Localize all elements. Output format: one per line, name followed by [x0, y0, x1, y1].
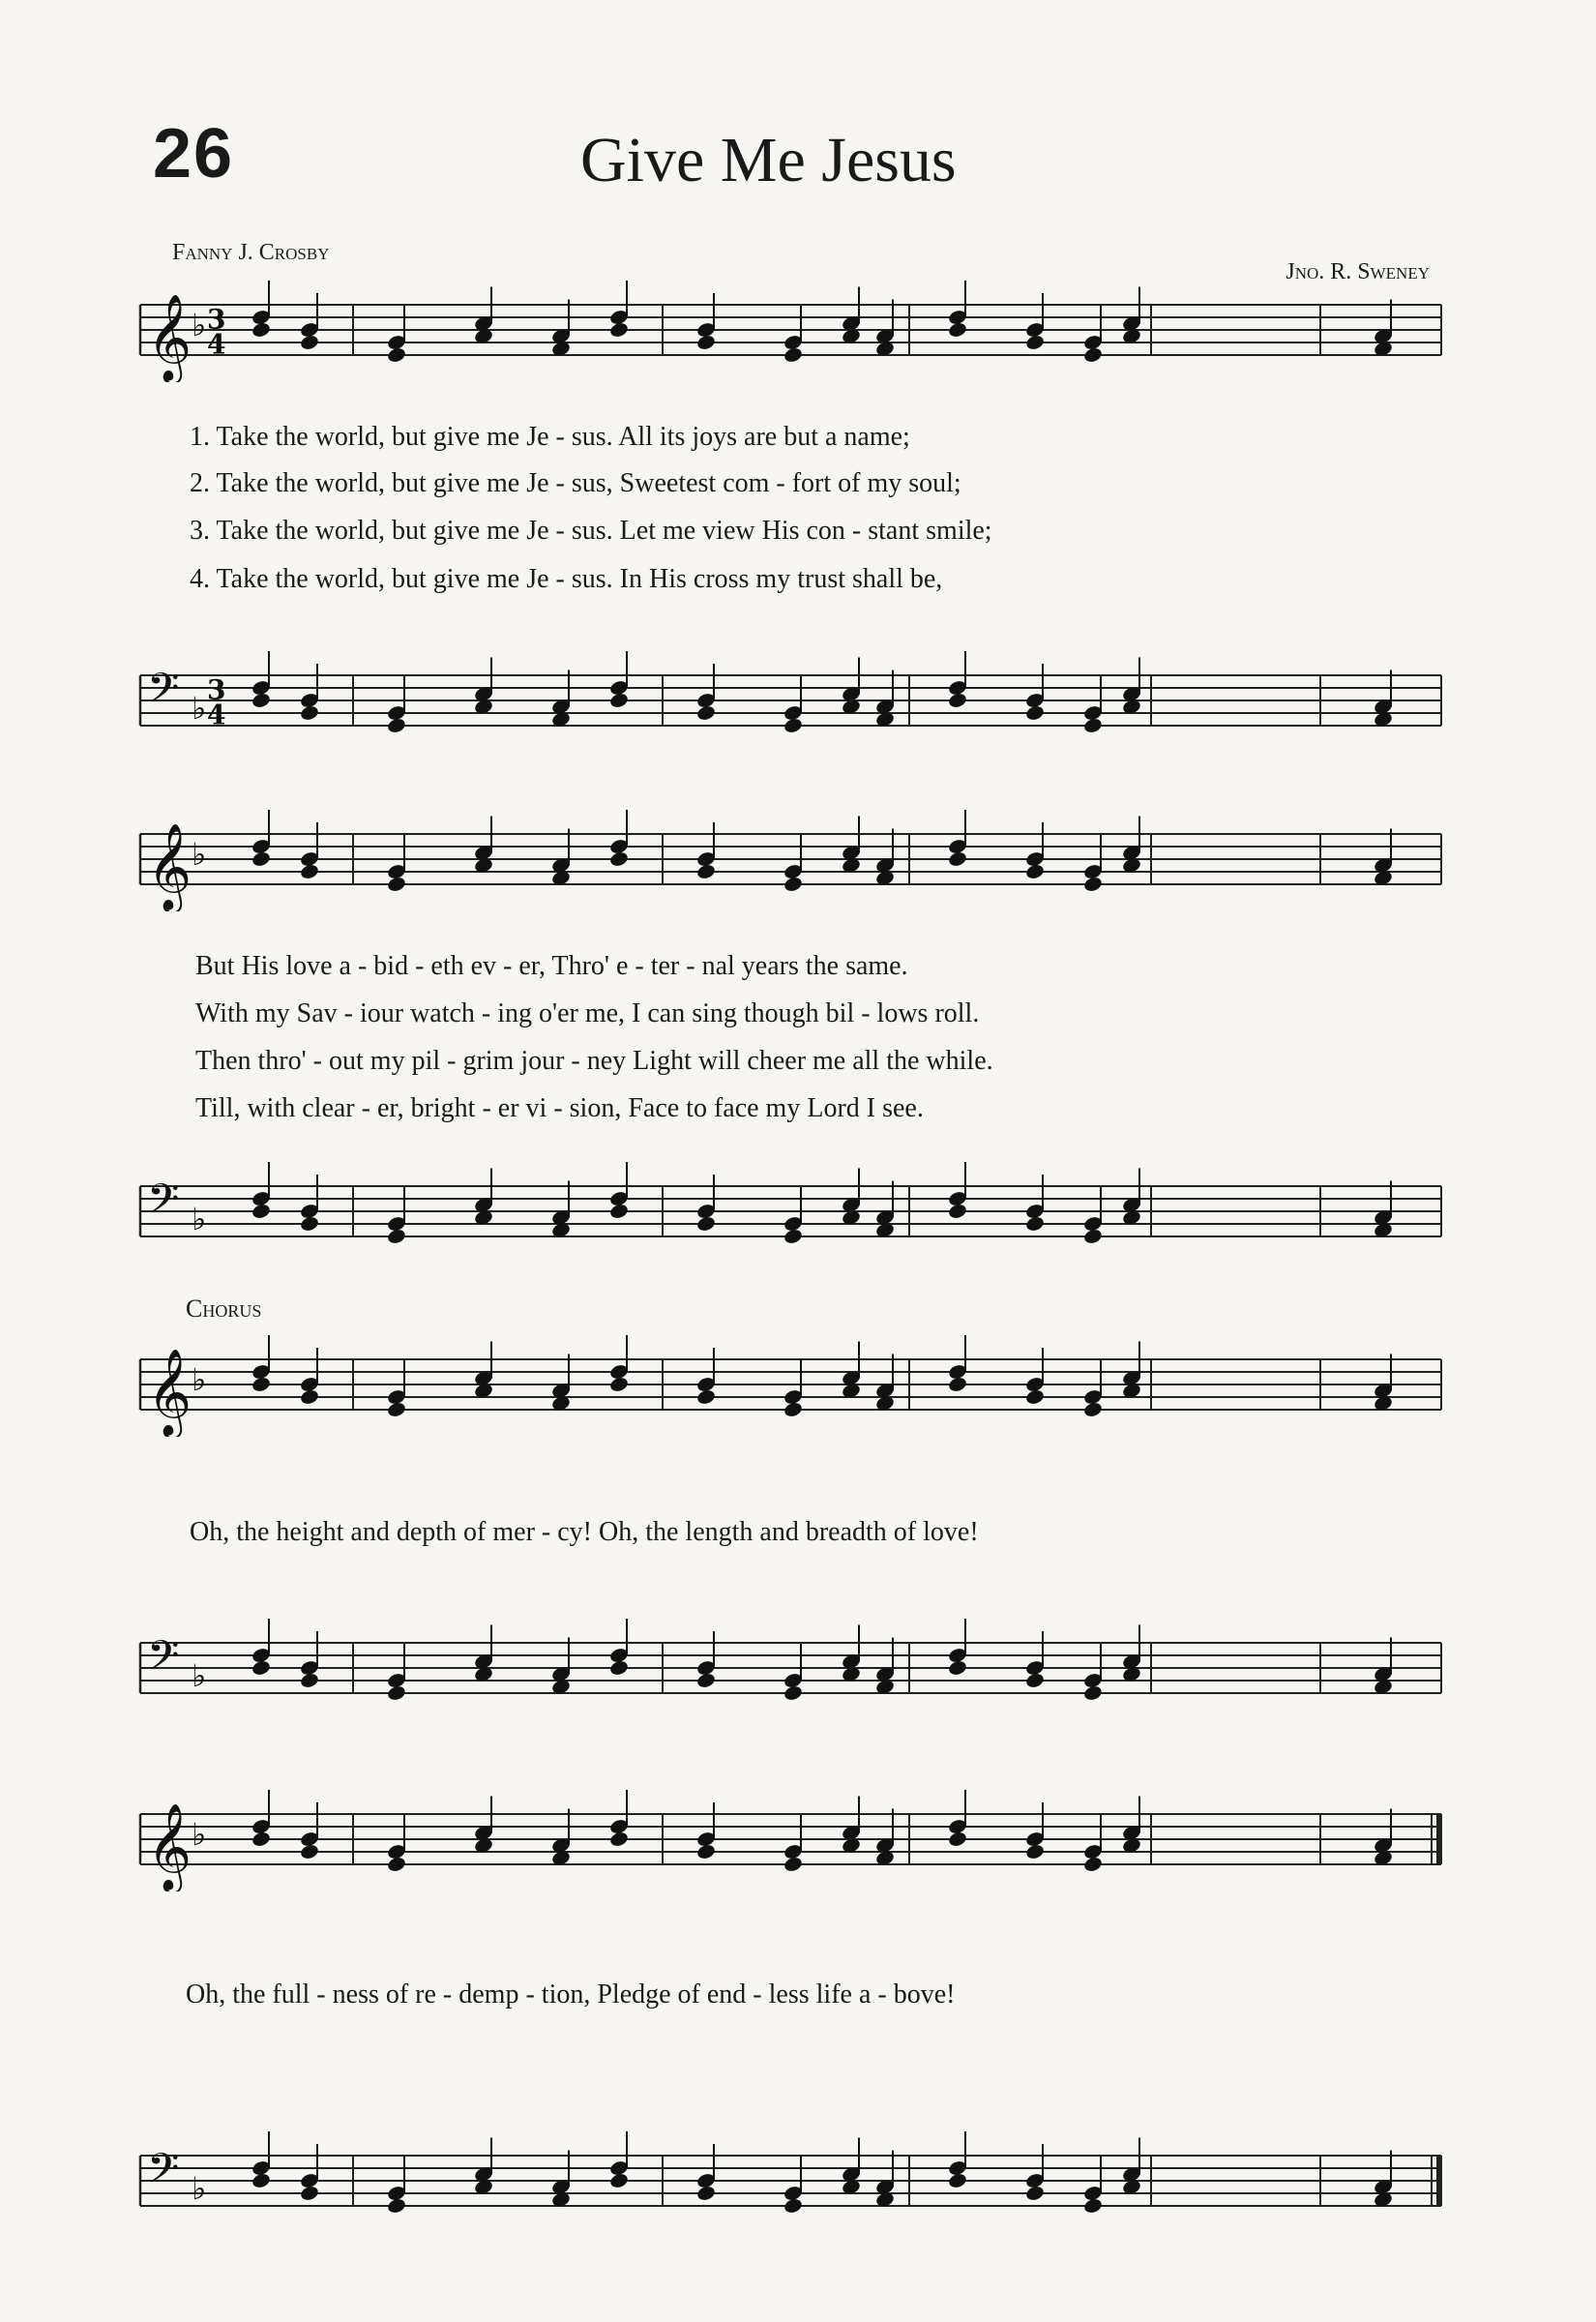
time-signature-bottom: 4 — [207, 328, 226, 361]
time-signature-bottom: 4 — [207, 699, 226, 731]
time-signature-top: 3 — [207, 303, 226, 336]
key-flat-icon: ♭ — [192, 1201, 207, 1237]
verse-2-line-2: With my Sav - iour watch - ing o'er me, I can sing though bil - lows roll. — [195, 998, 980, 1028]
verse-4-line-1: 4. Take the world, but give me Je - sus. In His cross my trust shall be, — [190, 564, 943, 594]
treble-staff-4 — [135, 1785, 1461, 1891]
treble-clef-icon: 𝄞 — [147, 294, 192, 381]
key-flat-icon: ♭ — [192, 1361, 207, 1398]
bass-staff-1 — [135, 646, 1461, 753]
key-flat-icon: ♭ — [192, 1816, 207, 1853]
verse-4-line-2: Till, with clear - er, bright - er vi - sion, Face to face my Lord I see. — [195, 1093, 924, 1123]
key-flat-icon: ♭ — [192, 836, 207, 873]
bass-staff-4 — [135, 2127, 1461, 2233]
bass-clef-icon: 𝄢 — [147, 2145, 180, 2203]
bass-clef-icon: 𝄢 — [147, 1632, 180, 1690]
bass-clef-icon: 𝄢 — [147, 1176, 180, 1234]
key-flat-icon: ♭ — [192, 1657, 207, 1694]
chorus-lyric-1: Oh, the height and depth of mer - cy! Oh, the length and breadth of love! — [190, 1517, 979, 1547]
verse-3-line-1: 3. Take the world, but give me Je - sus. Let me view His con - stant smile; — [190, 516, 992, 546]
hymn-number: 26 — [153, 115, 235, 193]
treble-clef-icon: 𝄞 — [147, 1803, 192, 1890]
author-credit: Fanny J. Crosby — [172, 240, 330, 265]
key-flat-icon: ♭ — [192, 2170, 207, 2207]
bass-staff-2 — [135, 1157, 1461, 1264]
key-flat-icon: ♭ — [192, 307, 207, 343]
treble-staff-2 — [135, 805, 1461, 911]
treble-staff-1 — [135, 276, 1461, 382]
bass-staff-3 — [135, 1614, 1461, 1720]
verse-1-line-2: But His love a - bid - eth ev - er, Thro' e - ter - nal years the same. — [195, 951, 908, 981]
bass-clef-icon: 𝄢 — [147, 665, 180, 723]
verse-3-line-2: Then thro' - out my pil - grim jour - ney Light will cheer me all the while. — [195, 1046, 993, 1076]
verse-2-line-1: 2. Take the world, but give me Je - sus, Sweetest com - fort of my soul; — [190, 468, 961, 498]
treble-clef-icon: 𝄞 — [147, 1349, 192, 1436]
chorus-label: Chorus — [186, 1295, 262, 1323]
treble-staff-3 — [135, 1330, 1461, 1437]
verse-1-line-1: 1. Take the world, but give me Je - sus. All its joys are but a name; — [190, 422, 910, 452]
treble-clef-icon: 𝄞 — [147, 823, 192, 910]
key-flat-icon: ♭ — [192, 690, 207, 727]
time-signature-top: 3 — [207, 673, 226, 706]
composer-credit: Jno. R. Sweney — [1286, 259, 1430, 284]
chorus-lyric-2: Oh, the full - ness of re - demp - tion, Pledge of end - less life a - bove! — [186, 1980, 956, 2009]
hymn-title: Give Me Jesus — [580, 125, 957, 195]
